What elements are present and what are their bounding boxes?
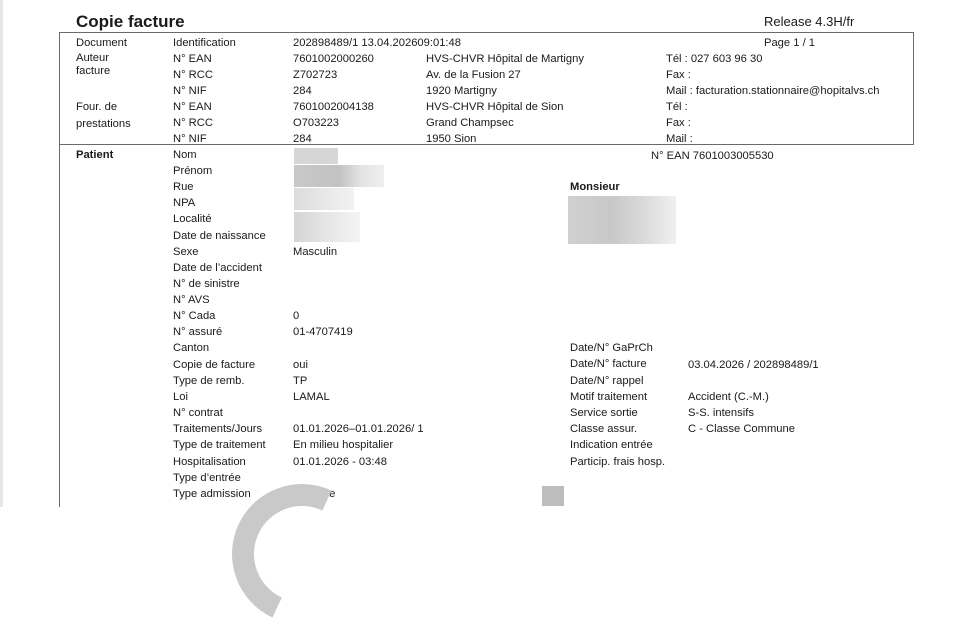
label-indication: Indication entrée [570, 439, 653, 451]
auteur-rcc-label: N° RCC [173, 69, 213, 81]
value-remb: TP [293, 375, 308, 387]
value-traitements: 01.01.2026–01.01.2026/ 1 [293, 423, 424, 435]
auteur-street: Av. de la Fusion 27 [426, 69, 521, 81]
label-classe: Classe assur. [570, 423, 638, 435]
label-avs: N° AVS [173, 294, 210, 306]
identification-label: Identification [173, 37, 236, 49]
label-gaprch: Date/N° GaPrCh [570, 342, 653, 354]
four-name: HVS-CHVR Hôpital de Sion [426, 101, 564, 113]
redacted-localite [294, 212, 360, 242]
value-classe: C - Classe Commune [688, 423, 795, 435]
value-hospitalisation: 01.01.2026 - 03:48 [293, 456, 387, 468]
auteur-label: Auteur [76, 52, 109, 64]
label-cada: N° Cada [173, 310, 216, 322]
label-rappel: Date/N° rappel [570, 375, 644, 387]
auteur-ean: 7601002000260 [293, 53, 374, 65]
value-service: S-S. intensifs [688, 407, 754, 419]
four-rcc: O703223 [293, 117, 340, 129]
release-label: Release 4.3H/fr [764, 14, 855, 29]
label-facture: Date/N° facture [570, 358, 647, 370]
value-sexe: Masculin [293, 246, 338, 258]
redacted-nom [294, 148, 338, 164]
label-canton: Canton [173, 342, 210, 354]
fournisseur-label-2: prestations [76, 118, 131, 130]
auteur-city: 1920 Martigny [426, 85, 497, 97]
document-label: Document [76, 37, 127, 49]
label-rue: Rue [173, 181, 194, 193]
four-mail: Mail : [666, 133, 693, 145]
four-rcc-label: N° RCC [173, 117, 213, 129]
auteur-tel: Tél : 027 603 96 30 [666, 53, 763, 65]
patient-ean: N° EAN 7601003005530 [651, 150, 774, 162]
auteur-name: HVS-CHVR Hôpital de Martigny [426, 53, 584, 65]
label-localite: Localité [173, 213, 212, 225]
label-traitements: Traitements/Jours [173, 423, 263, 435]
identification-value: 202898489/1 13.04.202609:01:48 [293, 37, 461, 49]
auteur-fax: Fax : [666, 69, 691, 81]
four-nif-label: N° NIF [173, 133, 207, 145]
label-remb: Type de remb. [173, 375, 245, 387]
label-accident: Date de l’accident [173, 262, 262, 274]
auteur-label-2: facture [76, 65, 111, 77]
four-tel: Tél : [666, 101, 688, 113]
label-type-traitement: Type de traitement [173, 439, 266, 451]
redacted-prenom [294, 165, 384, 187]
document-title: Copie facture [76, 12, 185, 31]
four-city: 1950 Sion [426, 133, 477, 145]
label-contrat: N° contrat [173, 407, 223, 419]
page-number: Page 1 / 1 [764, 37, 816, 49]
redacted-square [542, 486, 564, 506]
four-fax: Fax : [666, 117, 691, 129]
label-sexe: Sexe [173, 246, 199, 258]
label-particip: Particip. frais hosp. [570, 456, 666, 468]
label-sinistre: N° de sinistre [173, 278, 240, 290]
label-motif: Motif traitement [570, 391, 648, 403]
redacted-address [568, 196, 676, 244]
patient-salutation: Monsieur [570, 181, 620, 193]
four-ean: 7601002004138 [293, 101, 374, 113]
label-prenom: Prénom [173, 165, 213, 177]
fournisseur-label: Four. de [76, 101, 118, 113]
patient-section-label: Patient [76, 149, 114, 161]
value-cada: 0 [293, 310, 300, 322]
label-type-admission: Type admission [173, 488, 251, 500]
four-street: Grand Champsec [426, 117, 514, 129]
label-naissance: Date de naissance [173, 230, 266, 242]
page-edge [0, 0, 3, 507]
label-loi: Loi [173, 391, 188, 403]
value-copie: oui [293, 359, 308, 371]
value-type-admission: Urgence [293, 488, 336, 500]
auteur-ean-label: N° EAN [173, 53, 212, 65]
auteur-nif-label: N° NIF [173, 85, 207, 97]
label-npa: NPA [173, 197, 196, 209]
four-nif: 284 [293, 133, 312, 145]
label-type-entree: Type d’entrée [173, 472, 241, 484]
four-ean-label: N° EAN [173, 101, 212, 113]
label-assure: N° assuré [173, 326, 223, 338]
label-hospitalisation: Hospitalisation [173, 456, 246, 468]
value-facture: 03.04.2026 / 202898489/1 [688, 359, 819, 371]
redacted-rue [294, 188, 354, 210]
value-type-traitement: En milieu hospitalier [293, 439, 394, 451]
value-motif: Accident (C.-M.) [688, 391, 769, 403]
value-loi: LAMAL [293, 391, 330, 403]
value-assure: 01-4707419 [293, 326, 353, 338]
auteur-mail: Mail : facturation.stationnaire@hopitalvs.ch [666, 85, 880, 97]
auteur-rcc: Z702723 [293, 69, 338, 81]
label-nom: Nom [173, 149, 197, 161]
left-rule [59, 145, 60, 507]
auteur-nif: 284 [293, 85, 312, 97]
label-service: Service sortie [570, 407, 638, 419]
label-copie: Copie de facture [173, 359, 256, 371]
